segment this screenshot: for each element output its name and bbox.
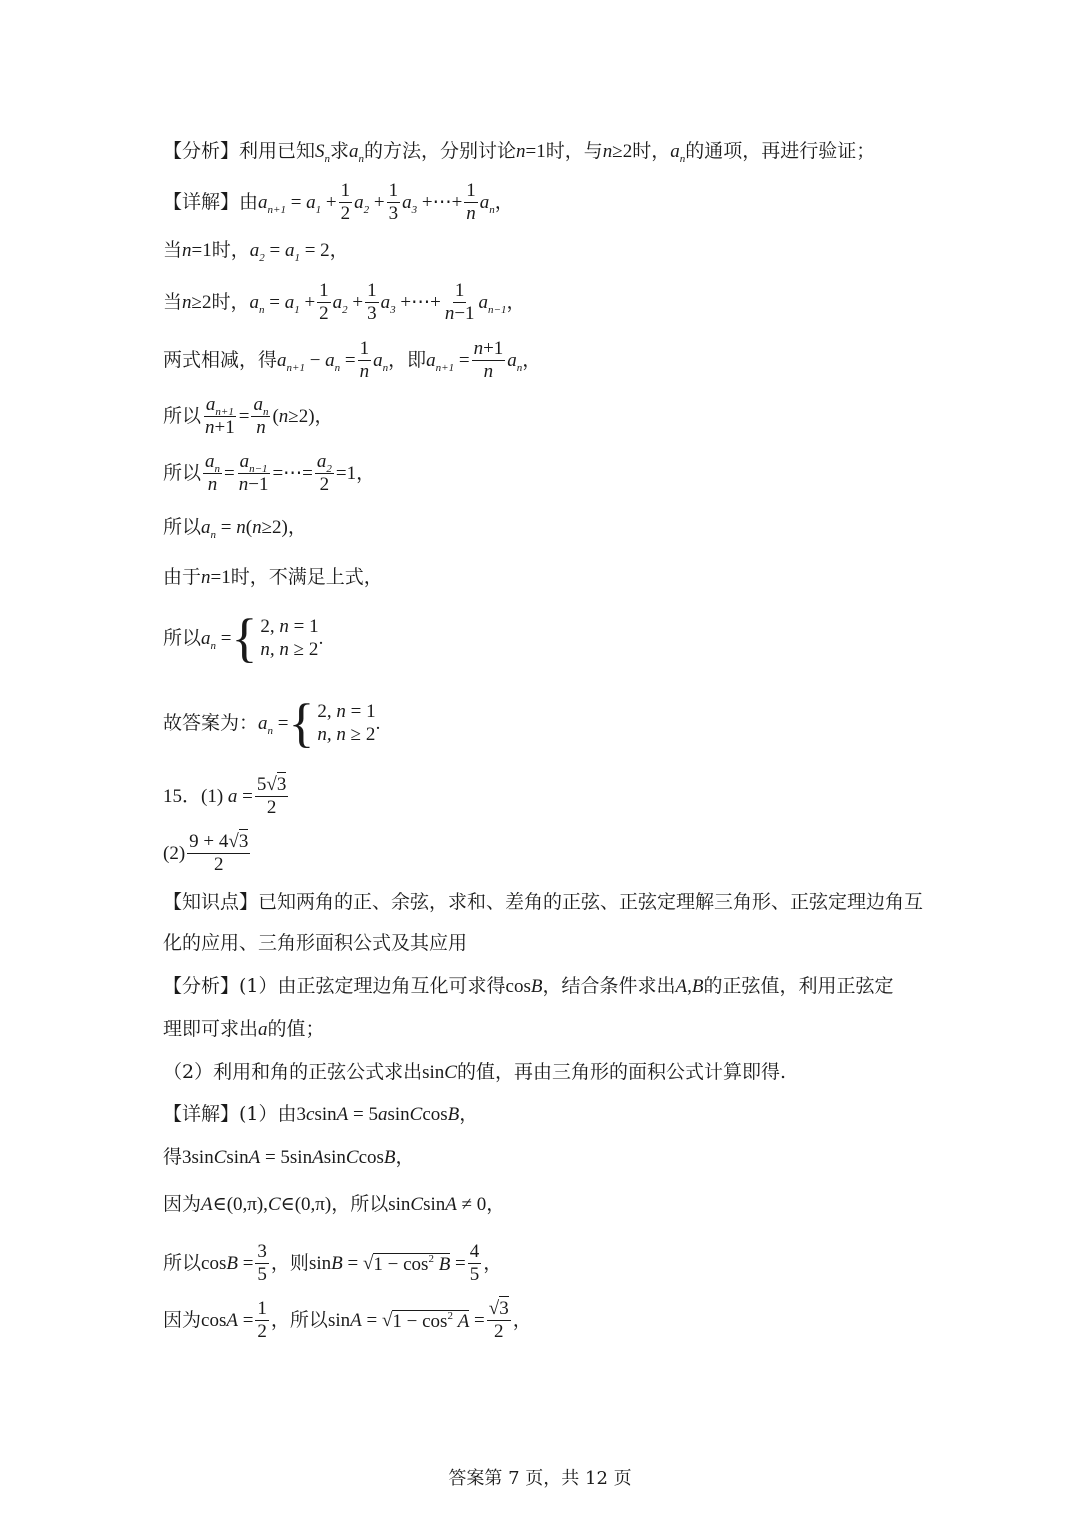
detail-line-8: 由于 n =1 时，不满足上式， — [163, 566, 383, 588]
analysis2-line-3: （2）利用和角的正弦公式求出 sin C 的值，再由三角形的面积公式计算即得. — [163, 1061, 787, 1083]
q15-part2: (2) $\frac{9 + 4√3}{2}$ — [163, 831, 249, 875]
detail2-line-5: 因为 cos A = $\frac{1}{2}$ ，所以 sin A = √ $1 - \cos^2 A$ = $\frac{√3}{2}$ ， — [163, 1298, 532, 1342]
detail-line-3: 当 n ≥2 时， $a_n$ = $a_1$ + $\frac{1}{2}$ $a_2$ + $\frac{1}{3}$ $a_3$ +⋯+ $\frac{1}{n-1}$ $a_{n-1}$ ， — [163, 280, 526, 324]
detail2-line-1: 【详解】(1）由 3 c sin A = 5 a sin C cos B ， — [163, 1103, 479, 1125]
detail-line-1: 【详解】由 $a_{n+1}$ = $a_1$ + $\frac{1}{2}$ $a_2$ + $\frac{1}{3}$ $a_3$ +⋯+ $\frac{1}{n}$ $a_n$ ， — [163, 180, 514, 224]
analysis-line-1: 【分析】利用已知 $S_n$ 求 $a_n$ 的方法，分别讨论 n =1 时，与 n ≥2 时， $a_n$ 的通项，再进行验证； — [163, 140, 876, 165]
detail2-line-3: 因为 A ∈(0,π), C ∈(0,π) ，所以 sin C sin A ≠ 0， — [163, 1193, 506, 1215]
knowledge-line-1: 【知识点】已知两角的正、余弦，求和、差角的正弦、正弦定理解三角形、正弦定理边角互 — [163, 891, 924, 913]
detail-line-9: 所以 $a_n$ = { 2, n = 1 n, n ≥ 2 . — [163, 608, 324, 668]
analysis2-line-2: 理即可求出 a 的值； — [163, 1018, 325, 1040]
detail-line-4: 两式相减，得 $a_{n+1}$ − $a_n$ = $\frac{1}{n}$ $a_n$ ，即 $a_{n+1}$ = $\frac{n+1}{n}$ $a_n$ ， — [163, 338, 542, 382]
detail-line-6: 所以 $\frac{a_n}{n}$ = $\frac{a_{n-1}}{n-1}$ =⋯= $\frac{a_2}{2}$ =1， — [163, 451, 376, 495]
knowledge-line-2: 化的应用、三角形面积公式及其应用 — [163, 932, 468, 954]
q15-part1: 15．(1) a = $\frac{5√3}{2}$ — [163, 774, 287, 818]
detail-line-5: 所以 $\frac{a_{n+1}}{n+1}$ = $\frac{a_n}{n}$ ( n ≥2)， — [163, 394, 334, 438]
analysis2-line-1: 【分析】(1）由正弦定理边角互化可求得 cos B ，结合条件求出 A , B 的正弦值，利用正弦定 — [163, 975, 894, 997]
detail2-line-2: 得 3sin C sin A = 5sin A sin C cos B ， — [163, 1146, 415, 1168]
detail-line-7: 所以 $a_n$ = n ( n ≥2)， — [163, 516, 307, 541]
answer-line: 故答案为： $a_n$ = { 2, n = 1 n, n ≥ 2 . — [163, 693, 381, 753]
page-footer: 答案第 7 页，共 12 页 — [448, 1468, 632, 1489]
detail-line-2: 当 n =1 时， $a_2$ = $a_1$ = 2， — [163, 239, 349, 264]
detail2-line-4: 所以 cos B = $\frac{3}{5}$ ，则 sin B = √ $1 - \cos^2 B$ = $\frac{4}{5}$ ， — [163, 1241, 503, 1285]
